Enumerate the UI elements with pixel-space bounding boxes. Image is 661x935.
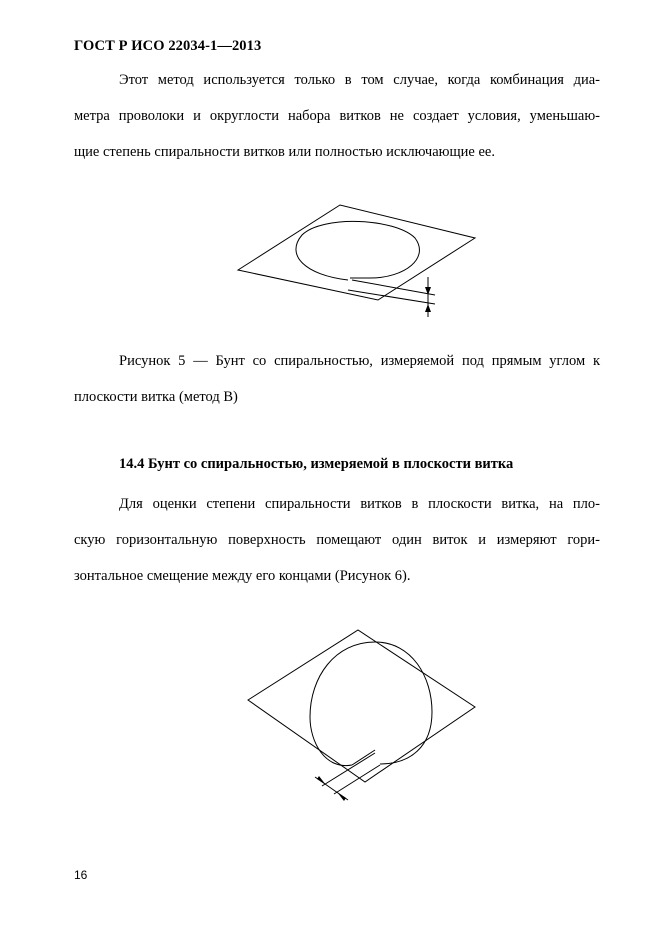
caption-line: плоскости витка (метод В): [74, 389, 238, 405]
coil-loop: [310, 642, 432, 766]
paragraph-method-note: [74, 62, 600, 170]
paragraph-line: метра проволоки и округлости набора витков не создает условия, уменьшаю-: [74, 108, 600, 124]
paragraph-line: Этот метод используется только в том случае, когда комбинация диа-: [119, 72, 600, 88]
figure-5-caption: [74, 343, 600, 415]
section-heading: 14.4 Бунт со спиральностью, измеряемой в плоскости витка: [119, 456, 514, 472]
coil-tangent-lower: [334, 765, 380, 794]
page-number: 16: [74, 868, 88, 882]
document-header: ГОСТ Р ИСО 22034-1—2013: [74, 38, 262, 54]
coil-end-inner: [352, 750, 375, 765]
plane-outline: [238, 205, 475, 300]
paragraph-line: Для оценки степени спиральности витков в плоскости витка, на пло-: [119, 496, 600, 512]
caption-line: Рисунок 5 — Бунт со спиральностью, измеряемой под прямым углом к: [119, 353, 600, 369]
paragraph-measurement: [74, 486, 600, 594]
figure-5-coil-diagram: [230, 200, 480, 325]
dimension-arrow-bottom: [425, 304, 431, 312]
paragraph-line: скую горизонтальную поверхность помещают один виток и измеряют гори-: [74, 532, 600, 548]
dimension-arrow-left: [317, 776, 326, 785]
figure-6-coil-diagram: [240, 622, 490, 807]
coil-loop: [296, 221, 419, 280]
coil-end-upper: [348, 290, 435, 304]
paragraph-line: зонтальное смещение между его концами (Рисунок 6).: [74, 568, 411, 584]
paragraph-line: щие степень спиральности витков или полностью исключающие ее.: [74, 144, 495, 160]
dimension-arrow-right: [337, 792, 346, 801]
